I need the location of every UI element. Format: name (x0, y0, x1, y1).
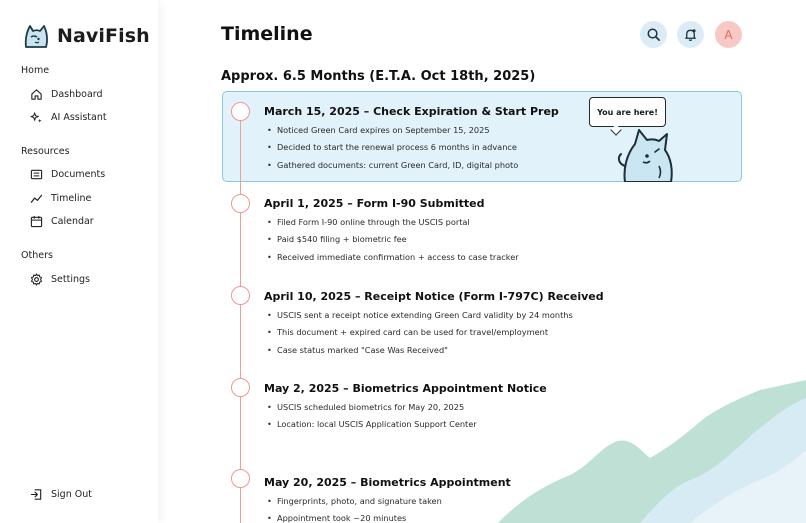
section-label-home: Home (21, 65, 50, 76)
event-bullet: • USCIS sent a receipt notice extending Green Card validity by 24 months (264, 310, 604, 327)
event-bullet: • USCIS scheduled biometrics for May 20, 2025 (264, 402, 547, 419)
event-bullet: • Location: local USCIS Application Support Center (264, 419, 547, 436)
event-bullet: • Received immediate confirmation + access to case tracker (264, 252, 519, 269)
timeline-dot (231, 102, 250, 121)
sidebar-item-label: Dashboard (51, 88, 103, 100)
timeline-dot (231, 378, 250, 397)
home-icon (30, 88, 43, 101)
timeline-event (264, 290, 604, 362)
event-bullet: • Appointment took ~20 minutes (264, 513, 511, 523)
event-bullet: • Fingerprints, photo, and signature taken (264, 496, 511, 513)
timeline-line (240, 112, 241, 523)
sidebar-item-label: AI Assistant (51, 111, 107, 123)
avatar[interactable] (715, 21, 742, 48)
timeline-event (264, 476, 511, 523)
sign-out-icon (30, 488, 43, 501)
timeline-event (264, 105, 559, 177)
event-title: March 15, 2025 – Check Expiration & Start Prep (264, 105, 559, 118)
avatar-initial: A (724, 27, 733, 42)
event-title: April 1, 2025 – Form I-90 Submitted (264, 197, 485, 210)
search-button[interactable] (640, 21, 667, 48)
event-bullet: • Decided to start the renewal process 6 months in advance (264, 142, 559, 159)
sidebar-item-label: Documents (51, 168, 106, 180)
app-logo[interactable] (22, 22, 150, 50)
event-bullet: • Paid $540 filing + biometric fee (264, 234, 519, 251)
sidebar-item-label: Settings (51, 273, 90, 285)
timeline-event (264, 197, 519, 269)
event-bullet: • Case status marked "Case Was Received" (264, 345, 604, 362)
timeline-eta-heading: Approx. 6.5 Months (E.T.A. Oct 18th, 2025) (221, 69, 536, 84)
sidebar-item-ai-assistant[interactable] (30, 109, 107, 125)
event-bullet: • This document + expired card can be used for travel/employment (264, 327, 604, 344)
gear-icon (30, 273, 43, 286)
event-title: May 20, 2025 – Biometrics Appointment (264, 476, 511, 489)
trend-icon (30, 192, 43, 205)
sidebar (0, 0, 158, 523)
section-label-others: Others (21, 250, 53, 261)
fish-cat-mascot-icon (615, 126, 677, 182)
event-bullet: • Gathered documents: current Green Card, ID, digital photo (264, 160, 559, 177)
timeline-dot (231, 194, 250, 213)
event-title: May 2, 2025 – Biometrics Appointment Notice (264, 382, 547, 395)
timeline-event (264, 382, 547, 437)
you-are-here-callout: You are here! (589, 97, 666, 127)
sidebar-item-label: Timeline (51, 192, 92, 204)
sidebar-item-calendar[interactable] (30, 213, 94, 229)
sidebar-item-label: Calendar (51, 215, 94, 227)
bell-icon (683, 27, 698, 42)
sidebar-item-dashboard[interactable] (30, 86, 103, 102)
section-label-resources: Resources (21, 146, 70, 157)
search-icon (646, 27, 661, 42)
page-title: Timeline (221, 23, 313, 45)
sidebar-item-timeline[interactable] (30, 190, 91, 206)
fish-cat-logo-icon (22, 22, 50, 50)
event-title: April 10, 2025 – Receipt Notice (Form I-797C) Received (264, 290, 604, 303)
sidebar-item-settings[interactable] (30, 271, 90, 287)
sign-out-button[interactable] (30, 486, 92, 502)
event-bullet: • Noticed Green Card expires on September 15, 2025 (264, 125, 559, 142)
timeline-dot (231, 469, 250, 488)
notifications-button[interactable] (677, 21, 704, 48)
event-bullet: • Filed Form I-90 online through the USCIS portal (264, 217, 519, 234)
app-name: NaviFish (57, 25, 150, 47)
calendar-icon (30, 215, 43, 228)
sign-out-label: Sign Out (51, 488, 92, 500)
document-icon (30, 168, 43, 181)
sidebar-item-documents[interactable] (30, 166, 105, 182)
timeline-dot (231, 286, 250, 305)
sparkle-icon (30, 111, 43, 124)
